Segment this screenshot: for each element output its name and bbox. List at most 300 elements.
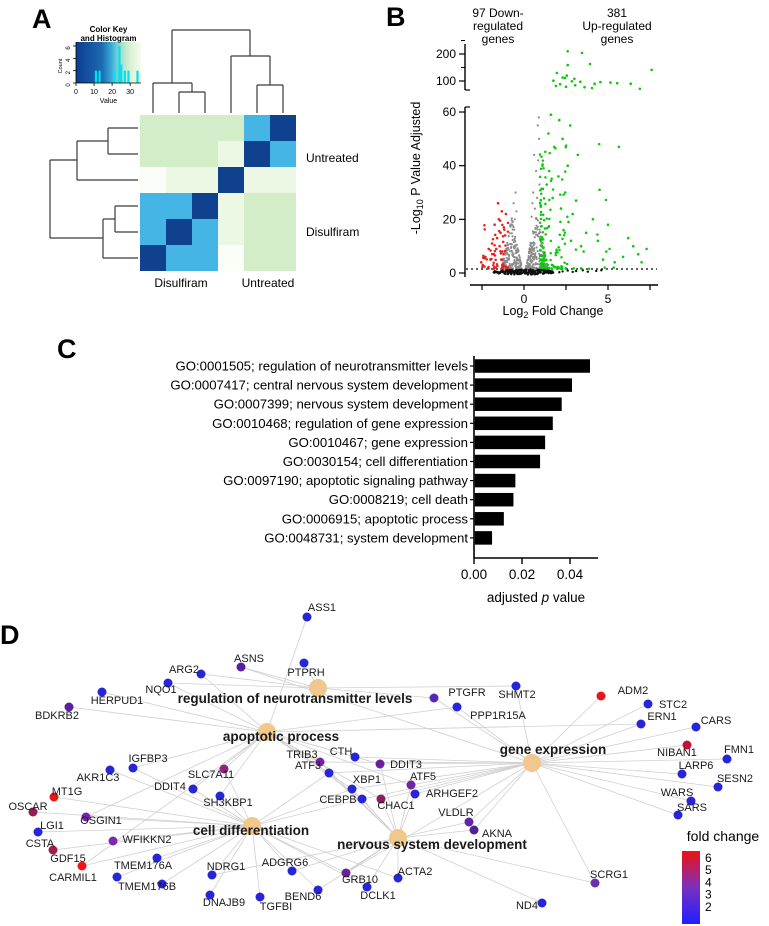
volcano-point [499,232,502,235]
network-gene-label: BEND6 [284,891,322,903]
volcano-point [550,267,553,270]
go-bar [475,512,504,526]
volcano-point [503,229,506,232]
go-x-tick: 0.02 [508,567,536,582]
volcano-point [566,216,569,219]
network-gene-node [470,826,479,835]
network-edge [532,763,595,883]
volcano-point [548,267,551,270]
volcano-point [540,192,543,195]
network-edge [318,686,516,688]
volcano-point [539,249,542,252]
heatmap-cell [270,245,296,271]
volcano-point [509,263,511,265]
volcano-point [539,222,542,225]
heatmap-col-label: Untreated [241,276,295,290]
volcano-point [640,261,643,264]
volcano-y-tick: 40 [442,158,456,173]
volcano-point [492,238,495,241]
volcano-point [548,218,551,221]
color-key-hist-bar [136,71,138,83]
volcano-y-tick: 200 [435,47,456,61]
volcano-point [562,193,565,196]
volcano-point [530,252,532,254]
panel-c-letter: C [57,334,77,364]
heatmap-cell [192,141,218,167]
volcano-point [537,124,539,126]
volcano-point [510,271,512,273]
volcano-point [507,244,509,246]
volcano-point [530,250,532,252]
network-gene-node [692,723,701,732]
volcano-point [613,266,616,269]
panel-d-letter: D [0,620,20,650]
volcano-point [529,247,531,249]
volcano-point [483,224,486,227]
volcano-point [540,225,543,228]
network-edge [252,773,329,826]
volcano-point [540,199,543,202]
volcano-point [492,267,495,270]
panel-d-network [8,602,759,924]
network-gene-label: ERN1 [647,711,677,723]
volcano-point [605,199,608,202]
volcano-point [532,267,534,269]
volcano-point [534,236,536,238]
volcano-point [522,270,524,272]
network-gene-label: ND4 [515,900,539,912]
network-gene-label: SCRG1 [590,869,628,881]
volcano-point [552,188,555,191]
go-category-label: GO:0008219; cell death [328,492,468,508]
fold-change-tick: 5 [705,863,712,878]
volcano-y-tick: 60 [442,105,456,120]
volcano-point [627,237,630,240]
volcano-point [515,191,517,193]
network-gene-label: XBP1 [352,774,382,786]
volcano-point [547,132,550,135]
network-gene-label: TRIB3 [286,749,318,761]
volcano-point [512,221,514,223]
network-gene-label: WARS [660,787,694,799]
volcano-point [484,256,487,259]
volcano-point [579,81,582,84]
volcano-point [535,227,537,229]
volcano-point [533,243,535,245]
network-gene-label: GDF15 [50,853,86,865]
color-key-x-tick: 10 [90,89,98,96]
volcano-point [549,209,552,212]
network-gene-label: HERPUD1 [90,695,144,707]
color-key-title: Color Key [89,25,128,34]
volcano-point [564,77,567,80]
volcano-point [536,197,538,199]
fold-change-tick: 4 [705,875,712,890]
volcano-point [539,176,542,179]
volcano-point [516,244,518,246]
volcano-point [528,251,530,253]
network-gene-label: TMEM176B [117,881,177,893]
heatmap-cell [218,219,244,245]
volcano-point [527,272,529,274]
volcano-point [553,146,556,149]
volcano-point [589,63,592,66]
volcano-point [575,270,577,272]
volcano-up-annotation: 381 [606,6,628,20]
volcano-point [560,207,563,210]
volcano-point [505,266,508,269]
volcano-point [535,218,537,220]
volcano-point [494,259,497,262]
volcano-point [605,250,608,253]
volcano-point [572,271,574,273]
heatmap-cell [166,193,192,219]
volcano-point [513,202,515,204]
volcano-point [569,124,572,127]
volcano-point [518,273,520,275]
volcano-point [570,240,573,243]
network-gene-label: AKR1C3 [76,772,120,784]
volcano-point [550,240,553,243]
network-gene-label: TGFBI [259,901,293,913]
volcano-point [514,265,516,267]
volcano-point [539,269,541,271]
volcano-point [502,253,505,256]
volcano-point [555,85,558,88]
volcano-point [559,221,562,224]
volcano-point [536,246,538,248]
heatmap-cell [244,193,270,219]
go-bar [475,493,514,507]
volcano-point [561,76,564,79]
volcano-point [604,266,607,269]
color-key-y-tick: 4 [66,58,72,63]
heatmap-cell [140,245,166,271]
volcano-point [565,267,568,270]
volcano-point [561,267,564,270]
volcano-point [564,146,567,149]
volcano-point [609,81,612,84]
color-key-y-tick: 2 [66,70,72,75]
volcano-point [502,235,505,238]
color-key-hist-bar [127,71,129,83]
network-gene-label: DNAJB9 [202,897,246,909]
network-edge [469,763,532,822]
go-x-tick: 0.04 [556,567,584,582]
volcano-point [507,222,510,225]
volcano-point [546,217,549,220]
volcano-point [543,197,546,200]
volcano-point [515,262,517,264]
volcano-point [532,230,534,232]
volcano-point [582,250,585,253]
network-gene-node [358,795,367,804]
volcano-point [493,271,495,273]
volcano-x-tick: 0 [520,292,528,306]
heatmap-col-label: Disulfiram [154,276,208,290]
color-key-hist-bar [113,71,115,83]
volcano-point [566,263,569,266]
volcano-point [508,258,510,260]
volcano-point [482,264,485,267]
volcano-point [508,254,510,256]
volcano-point [592,218,595,221]
heatmap-cell [218,245,244,271]
volcano-point [585,232,588,235]
go-bar [475,378,572,392]
volcano-point [538,116,540,118]
volcano-point [650,69,653,72]
heatmap-cell [140,115,166,141]
volcano-point [513,247,515,249]
heatmap-cell [218,115,244,141]
color-key-x-tick: 20 [108,89,117,96]
volcano-point [529,266,531,268]
volcano-point [504,244,507,247]
volcano-point [540,213,543,216]
volcano-point [531,202,533,204]
go-category-label: GO:0007417; central nervous system development [170,377,468,393]
volcano-point [559,193,562,196]
volcano-point [483,228,486,231]
volcano-point [543,272,545,274]
volcano-point [548,152,551,155]
volcano-point [489,258,492,261]
volcano-point [552,79,555,82]
volcano-point [550,272,552,274]
volcano-point [539,202,542,205]
network-gene-node [637,720,646,729]
go-category-label: GO:0030154; cell differentiation [282,454,468,469]
volcano-point [622,256,625,259]
network-gene-label: NIBAN1 [657,747,697,759]
volcano-point [548,270,550,272]
volcano-point [566,64,569,67]
volcano-point [561,178,564,181]
volcano-point [492,261,495,264]
volcano-point [543,251,546,254]
fold-change-legend-title: fold change [686,828,760,844]
volcano-point [548,199,551,202]
go-xlabel: adjusted p value [486,590,586,605]
volcano-point [541,236,544,239]
network-gene-label: DDIT4 [154,781,186,793]
heatmap-cell [244,219,270,245]
volcano-point [493,244,496,247]
volcano-point [509,250,511,252]
volcano-point [530,248,532,250]
volcano-point [542,247,545,250]
volcano-down-annotation: regulated [472,19,524,33]
volcano-point [514,238,516,240]
volcano-point [501,224,504,227]
go-bar [475,436,545,450]
volcano-point [543,263,546,266]
volcano-point [532,191,534,193]
volcano-point [513,229,515,231]
volcano-point [518,269,520,271]
volcano-x-tick: 5 [604,292,612,306]
volcano-point [577,154,580,157]
network-hub-label: gene expression [499,742,607,757]
volcano-point [534,263,536,265]
color-key-x-tick: 0 [74,89,78,96]
volcano-point [509,232,511,234]
volcano-point [510,223,512,225]
network-gene-label: ACTA2 [397,866,433,878]
network-gene-label: ASS1 [307,602,337,614]
panel-b-letter: B [386,2,406,32]
network-gene-label: WFIKKN2 [122,834,172,846]
volcano-point [544,203,547,206]
volcano-point [501,270,503,272]
volcano-point [564,231,567,234]
heatmap-row-label: Disulfiram [306,225,360,239]
volcano-point [509,243,511,245]
volcano-point [535,231,537,233]
volcano-point [534,208,536,210]
volcano-point [504,260,506,262]
volcano-xlabel: Log$_2$ Fold Change [502,304,604,320]
volcano-point [507,247,509,249]
volcano-point [540,258,543,261]
volcano-point [520,263,522,265]
network-gene-label: ASNS [234,653,264,665]
volcano-point [536,273,538,275]
volcano-point [564,170,567,173]
volcano-point [545,259,548,262]
volcano-point [556,72,559,75]
volcano-point [534,271,536,273]
heatmap-cell [166,245,192,271]
volcano-point [539,238,542,241]
volcano-point [487,266,490,269]
volcano-y-tick: 0 [449,266,456,280]
color-key-hist-bar [95,71,97,83]
volcano-point [544,176,547,179]
volcano-point [535,170,537,172]
heatmap-cell [270,167,296,193]
volcano-point [616,82,619,85]
go-category-label: GO:0006915; apoptotic process [281,511,468,527]
go-bar [475,455,540,469]
network-gene-label: OSGIN1 [80,815,122,827]
volcano-point [496,263,499,266]
volcano-point [555,254,558,257]
network-gene-label: ADGRG6 [261,857,309,869]
volcano-point [562,229,565,232]
network-gene-label: PTGFR [448,687,486,699]
go-category-label: GO:0001505; regulation of neurotransmitter levels [175,358,468,374]
color-key-title2: and Histogram [80,34,137,43]
color-key-x-tick: 30 [126,89,135,96]
network-gene-node [597,692,606,701]
color-key-hist-bar [124,71,126,83]
volcano-point [596,233,599,236]
volcano-point [560,256,563,259]
volcano-point [511,235,513,237]
network-gene-label: ATF3 [294,760,322,772]
volcano-point [544,150,547,153]
network-gene-label: SH3KBP1 [203,797,253,809]
panel-b-volcano [409,6,658,320]
volcano-point [509,226,511,228]
network-gene-label: LGI1 [40,820,64,832]
volcano-point [513,245,515,247]
volcano-point [565,85,568,88]
volcano-point [542,242,544,244]
volcano-point [540,187,543,190]
volcano-point [544,233,547,236]
volcano-point [537,159,539,161]
volcano-point [581,52,584,55]
volcano-point [511,217,513,219]
volcano-point [629,82,632,85]
volcano-point [536,269,538,271]
panel-a-heatmap [50,25,359,290]
volcano-point [572,267,575,270]
network-gene-label: DCLK1 [360,890,396,902]
volcano-point [559,83,562,86]
volcano-point [518,254,520,256]
heatmap-cell [140,219,166,245]
volcano-point [559,234,562,237]
heatmap-row-label: Untreated [306,151,359,165]
network-gene-label: DDIT3 [390,759,422,771]
network-gene-node [538,899,547,908]
volcano-point [504,234,507,237]
network-gene-node [411,790,420,799]
heatmap-cell [218,141,244,167]
volcano-point [551,264,554,267]
volcano-point [493,223,496,226]
panel-a-letter: A [32,4,52,34]
color-key-y-tick: 0 [66,83,72,87]
volcano-point [539,231,541,233]
color-key-hist-bar [98,71,100,83]
volcano-point [539,229,541,231]
network-hub-label: apoptotic process [222,729,340,744]
volcano-point [550,113,553,116]
volcano-point [566,50,569,53]
network-gene-label: CARMIL1 [49,872,97,884]
volcano-point [504,250,507,253]
volcano-point [598,189,601,192]
volcano-point [486,258,489,261]
volcano-point [591,87,594,90]
volcano-up-annotation: genes [600,32,634,46]
volcano-point [507,273,509,275]
volcano-point [538,138,540,140]
heatmap-cell [140,141,166,167]
heatmap-cell [192,219,218,245]
volcano-point [637,253,640,256]
volcano-point [580,245,583,248]
volcano-point [506,242,508,244]
volcano-point [532,256,534,258]
heatmap-cell [192,167,218,193]
volcano-point [529,244,531,246]
network-gene-label: OSCAR [8,801,48,813]
volcano-point [514,218,516,220]
volcano-point [531,216,533,218]
volcano-point [508,235,510,237]
network-hub-label: nervous system development [337,837,527,852]
network-gene-label: VLDLR [438,807,474,819]
volcano-point [515,272,517,274]
fold-change-tick: 3 [705,887,712,902]
heatmap-cell [218,193,244,219]
